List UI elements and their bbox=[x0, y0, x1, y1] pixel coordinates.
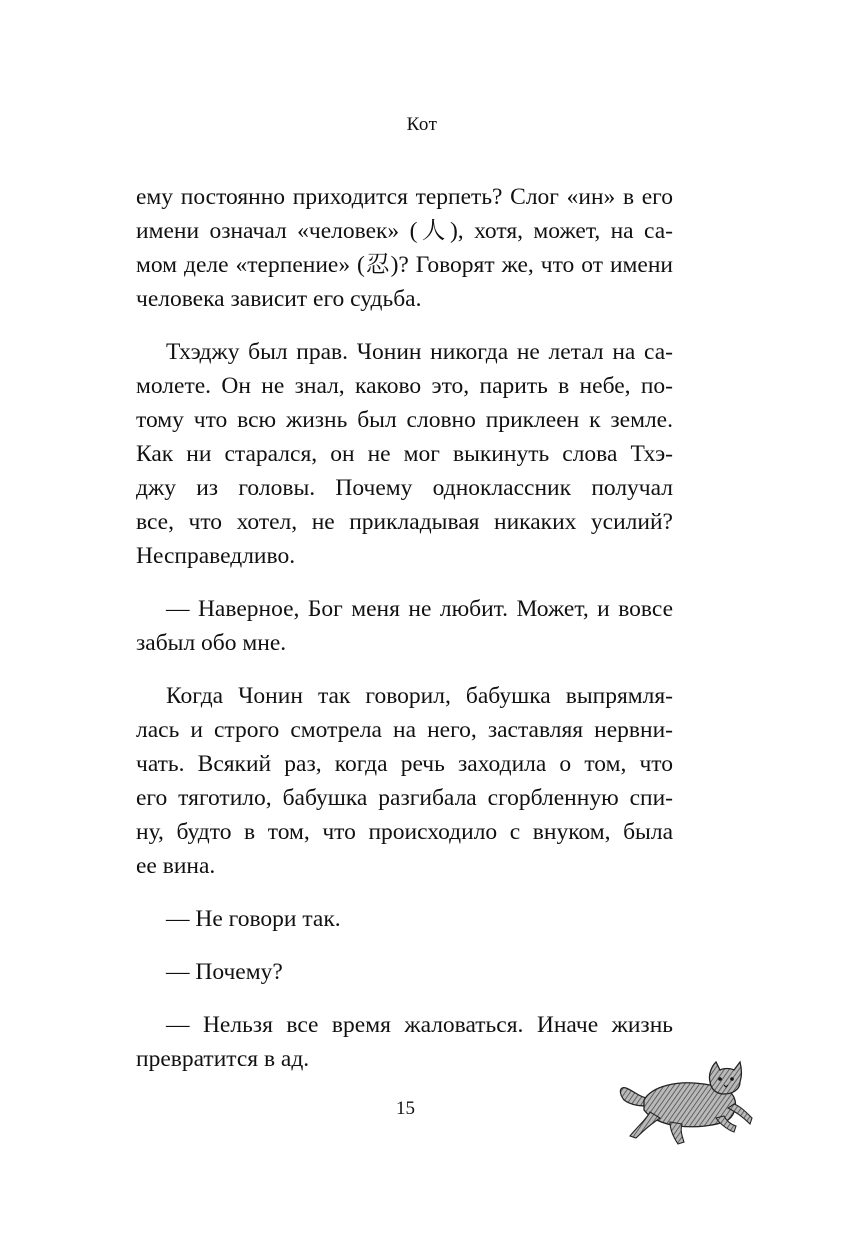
paragraph-4 bbox=[136, 679, 673, 883]
text-line: — Нельзя все время жаловаться. Иначе жизнь bbox=[166, 1012, 673, 1038]
text-line: все, что хотел, не прикладывая никаких усилий? bbox=[136, 509, 673, 535]
text-line: Как ни старался, он не мог выкинуть слова Тхэ- bbox=[136, 441, 673, 467]
running-title: Кот bbox=[406, 114, 438, 135]
text-line: имени означал «человек» (人), хотя, может, на са- bbox=[136, 218, 673, 244]
cat-illustration-icon bbox=[616, 1056, 756, 1150]
text-line: молете. Он не знал, каково это, парить в небе, по- bbox=[136, 373, 673, 399]
text-line: — Наверное, Бог меня не любит. Может, и вовсе bbox=[166, 596, 673, 622]
paragraph-5 bbox=[136, 902, 673, 936]
paragraph-1 bbox=[136, 180, 673, 316]
text-line: тому что всю жизнь был словно приклеен к земле. bbox=[136, 407, 673, 433]
text-line: джу из головы. Почему одноклассник получал bbox=[136, 475, 673, 501]
body-text bbox=[136, 180, 673, 1095]
paragraph-7 bbox=[136, 1008, 673, 1076]
text-line: чать. Всякий раз, когда речь заходила о том, что bbox=[136, 751, 673, 777]
text-line: превратится в ад. bbox=[136, 1046, 310, 1072]
text-line: лась и строго смотрела на него, заставляя нервни- bbox=[136, 717, 673, 743]
paragraph-3 bbox=[136, 592, 673, 660]
text-line: — Не говори так. bbox=[166, 906, 341, 932]
text-line: забыл обо мне. bbox=[136, 630, 287, 656]
text-line: Тхэджу был прав. Чонин никогда не летал на са- bbox=[166, 339, 673, 365]
text-line: ну, будто в том, что происходило с внуком, была bbox=[136, 819, 673, 845]
page-number: 15 bbox=[396, 1098, 415, 1119]
text-line: Когда Чонин так говорил, бабушка выпрямля- bbox=[166, 683, 673, 709]
paragraph-6 bbox=[136, 955, 673, 989]
text-line: мом деле «терпение» (忍)? Говорят же, что от имени bbox=[136, 252, 673, 278]
text-line: ее вина. bbox=[136, 853, 216, 879]
text-line: человека зависит его судьба. bbox=[136, 286, 422, 312]
text-line: Несправедливо. bbox=[136, 543, 296, 569]
text-line: его тяготило, бабушка разгибала сгорбленную спи- bbox=[136, 785, 673, 811]
paragraph-2 bbox=[136, 335, 673, 573]
text-line: — Почему? bbox=[166, 959, 283, 985]
text-line: ему постоянно приходится терпеть? Слог «ин» в его bbox=[136, 184, 673, 210]
